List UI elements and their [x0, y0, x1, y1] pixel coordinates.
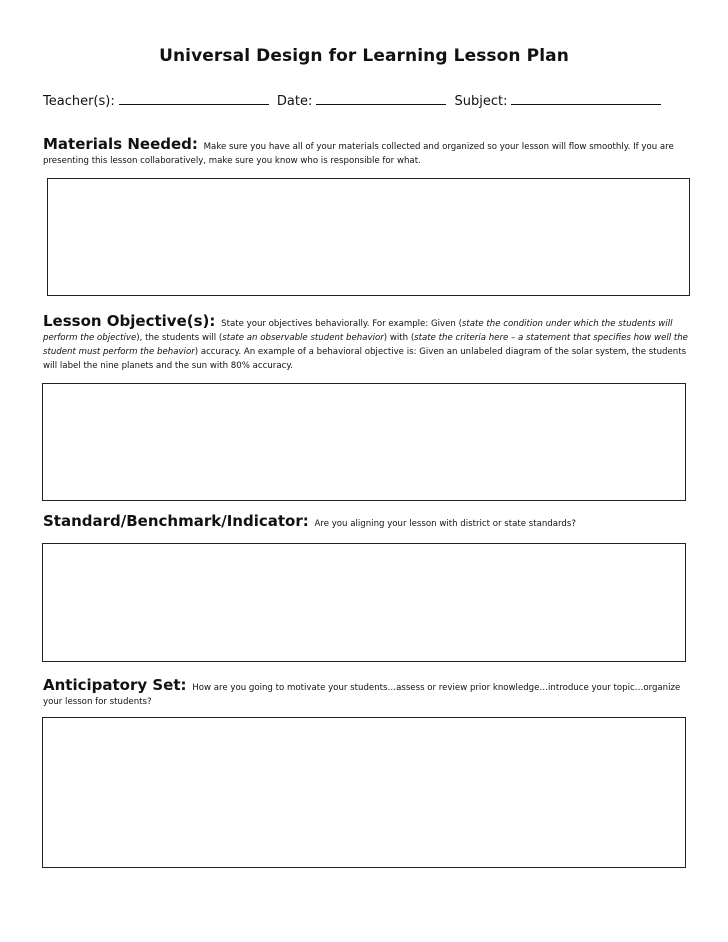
materials-text-box[interactable]: [47, 178, 690, 296]
objectives-text-box[interactable]: [42, 383, 686, 501]
date-label: Date:: [276, 94, 313, 109]
date-field[interactable]: [316, 92, 446, 105]
standard-instructions: Are you aligning your lesson with district or state standards?: [314, 519, 576, 529]
subject-label: Subject:: [454, 94, 508, 109]
objectives-text-4: ) accuracy. An example of a behavioral objective is: Given an unlabeled diagram of the solar system, the students will label the nine planets and the sun with 80% accuracy.: [43, 347, 687, 371]
materials-section: [43, 137, 688, 168]
anticipatory-heading: Anticipatory Set:: [43, 676, 187, 694]
teacher-field[interactable]: [119, 92, 269, 105]
objectives-section: [43, 314, 688, 373]
anticipatory-instructions: How are you going to motivate your students…assess or review prior knowledge…introduce your topic…organize your lesson for students?: [43, 683, 681, 707]
objectives-text-3: ) with (: [383, 333, 415, 343]
anticipatory-section: [43, 678, 688, 709]
materials-heading: Materials Needed:: [43, 135, 198, 153]
materials-instructions: Make sure you have all of your materials collected and organized so your lesson will flow smoothly. If you are presenting this lesson collaboratively, make sure you know who is responsible for what.: [43, 142, 674, 166]
objectives-italic-1: state the condition under which the students will perform the objective: [43, 319, 673, 343]
standard-heading: Standard/Benchmark/Indicator:: [43, 512, 309, 530]
objectives-heading: Lesson Objective(s):: [43, 312, 216, 330]
anticipatory-text-box[interactable]: [42, 717, 686, 868]
objectives-text-2: ), the students will (: [136, 333, 223, 343]
objectives-text-1: State your objectives behaviorally. For example: Given (: [221, 319, 462, 329]
header-fields: [43, 92, 693, 109]
objectives-italic-3: state the criteria here – a statement that specifies how well the student must perform the behavior: [43, 333, 688, 357]
objectives-italic-2: state an observable student behavior: [222, 333, 384, 343]
teacher-label: Teacher(s):: [43, 94, 115, 109]
standard-text-box[interactable]: [42, 543, 686, 662]
standard-section: [43, 514, 688, 531]
subject-field[interactable]: [511, 92, 661, 105]
page-title: Universal Design for Learning Lesson Plan: [159, 46, 569, 66]
